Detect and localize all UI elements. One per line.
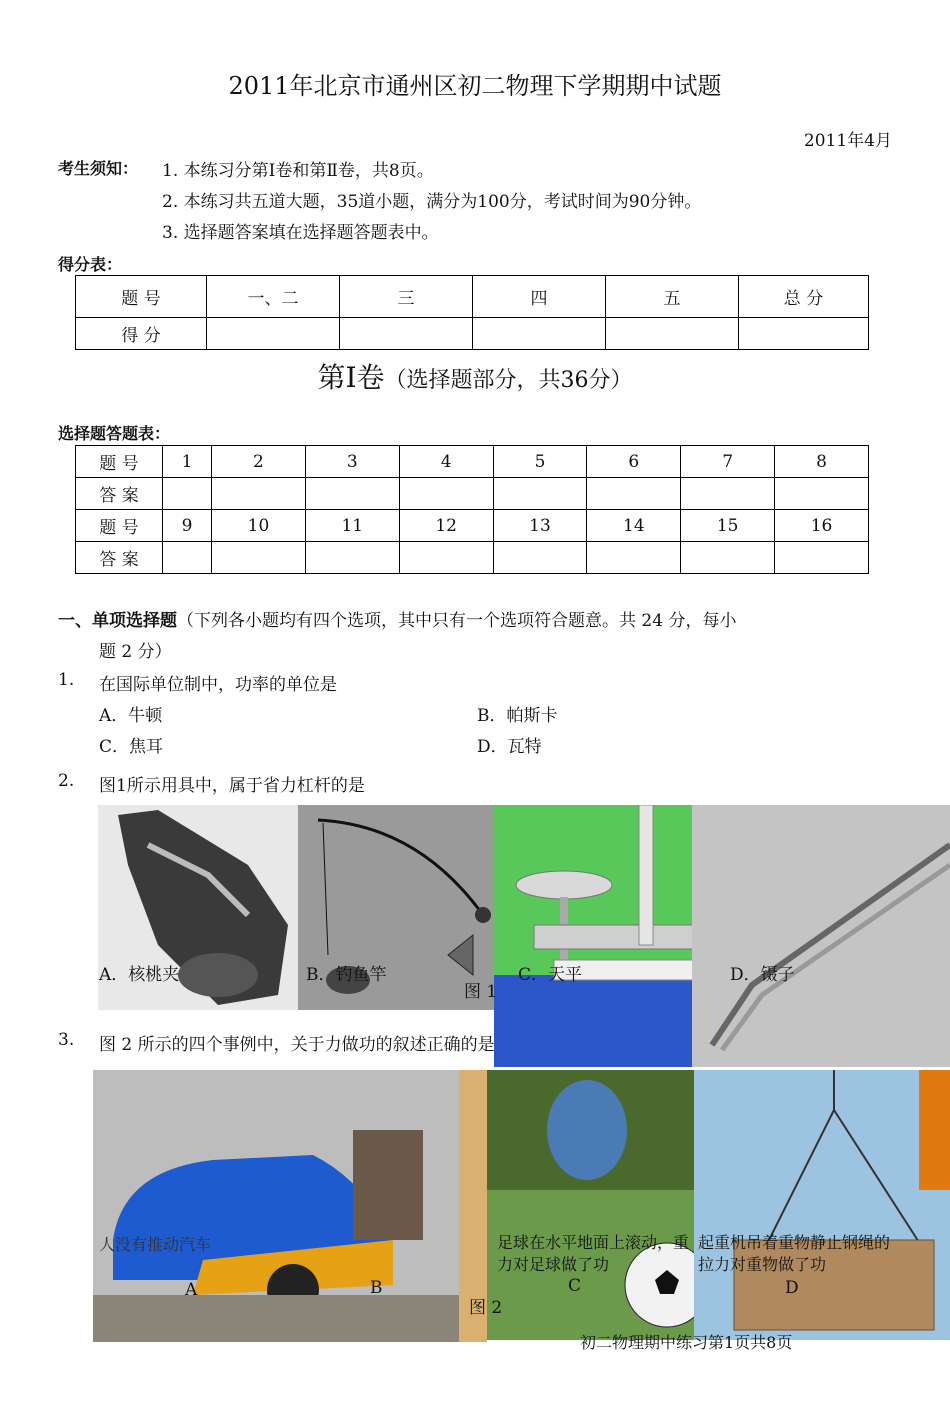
answer-row-label: 答 案 [76, 542, 163, 574]
score-header-cell: 总 分 [739, 276, 869, 318]
question-num-cell: 6 [587, 446, 681, 478]
figure2-label: 图 2 [469, 1298, 503, 1318]
q2-caption-c: C．天平 [518, 965, 583, 985]
question-num-cell: 7 [681, 446, 775, 478]
balance-scale-image [494, 805, 692, 1067]
score-header-cell: 三 [340, 276, 473, 318]
question-num-cell: 15 [681, 510, 775, 542]
score-cell[interactable] [473, 318, 606, 350]
figure1-label: 图 1 [464, 982, 498, 1002]
question-num-cell: 2 [212, 446, 306, 478]
answer-table-label: 选择题答题表： [58, 424, 171, 443]
answer-cell[interactable] [775, 542, 869, 574]
score-header-cell: 五 [606, 276, 739, 318]
question-num-cell: 11 [305, 510, 399, 542]
answer-cell[interactable] [775, 478, 869, 510]
part1-title-main: 第Ⅰ卷 [317, 361, 385, 394]
answer-cell[interactable] [399, 478, 493, 510]
notice-item-3: 3. 选择题答案填在选择题答题表中。 [162, 223, 439, 243]
score-cell[interactable] [739, 318, 869, 350]
question-num-cell: 8 [775, 446, 869, 478]
q1-number: 1. [58, 670, 75, 690]
answer-cell[interactable] [212, 542, 306, 574]
q2-caption-a: A．核桃夹 [99, 965, 180, 985]
notice-label: 考生须知： [58, 159, 139, 178]
answer-cell[interactable] [493, 478, 587, 510]
question-num-cell: 4 [399, 446, 493, 478]
question-num-cell: 5 [493, 446, 587, 478]
q1-option-a[interactable]: A．牛顿 [99, 706, 163, 726]
answer-cell[interactable] [163, 542, 212, 574]
question-num-cell: 9 [163, 510, 212, 542]
section1-desc: （下列各小题均有四个选项，其中只有一个选项符合题意。共 24 分，每小 [177, 611, 737, 631]
section1-heading: 一、单项选择题 [58, 611, 177, 631]
question-num-cell: 16 [775, 510, 869, 542]
q3-letter-c: C [568, 1276, 582, 1296]
q3-caption-d: 起重机吊着重物静止钢绳的拉力对重物做了功 [698, 1233, 891, 1274]
page-title: 2011年北京市通州区初二物理下学期期中试题 [228, 72, 722, 100]
answer-row-num-label: 题 号 [76, 510, 163, 542]
q1-option-c[interactable]: C．焦耳 [99, 737, 164, 757]
question-num-cell: 12 [399, 510, 493, 542]
answer-cell[interactable] [305, 542, 399, 574]
answer-row-num-label: 题 号 [76, 446, 163, 478]
answer-cell[interactable] [587, 542, 681, 574]
score-row-label: 得 分 [76, 318, 207, 350]
q2-number: 2. [58, 771, 75, 791]
answer-cell[interactable] [305, 478, 399, 510]
q3-letter-a: A [185, 1280, 198, 1300]
answer-cell[interactable] [399, 542, 493, 574]
q2-caption-d: D．镊子 [730, 965, 795, 985]
answer-cell[interactable] [163, 478, 212, 510]
question-num-cell: 10 [212, 510, 306, 542]
section1-desc-cont: 题 2 分） [99, 642, 172, 662]
q3-caption-a: 人没有推动汽车 [99, 1235, 212, 1254]
answer-cell[interactable] [587, 478, 681, 510]
answer-cell[interactable] [681, 542, 775, 574]
score-header-cell: 四 [473, 276, 606, 318]
score-cell[interactable] [340, 318, 473, 350]
answer-cell[interactable] [212, 478, 306, 510]
q1-option-d[interactable]: D．瓦特 [477, 737, 542, 757]
part1-subtitle: （选择题部分，共36分） [384, 368, 633, 393]
score-table-label: 得分表： [58, 255, 123, 274]
q3-letter-d: D [785, 1278, 799, 1298]
score-header-cell: 题 号 [76, 276, 207, 318]
q1-option-b[interactable]: B．帕斯卡 [477, 706, 558, 726]
question-num-cell: 1 [163, 446, 212, 478]
q3-text: 图 2 所示的四个事例中，关于力做功的叙述正确的是 [99, 1035, 495, 1055]
question-num-cell: 13 [493, 510, 587, 542]
question-num-cell: 14 [587, 510, 681, 542]
q3-caption-c: 足球在水平地面上滚动，重力对足球做了功 [497, 1233, 690, 1274]
crane-image [694, 1070, 950, 1340]
q3-letter-b: B [370, 1278, 383, 1298]
q1-text: 在国际单位制中，功率的单位是 [99, 675, 337, 695]
part1-title [0, 356, 950, 396]
notice-item-1: 1. 本练习分第Ⅰ卷和第Ⅱ卷，共8页。 [162, 161, 434, 181]
score-header-cell: 一、二 [207, 276, 340, 318]
score-cell[interactable] [207, 318, 340, 350]
answer-table [75, 445, 869, 574]
car-push-image [93, 1070, 459, 1342]
answer-cell[interactable] [681, 478, 775, 510]
tweezers-image [692, 805, 950, 1067]
answer-cell[interactable] [493, 542, 587, 574]
page-footer: 初二物理期中练习第1页共8页 [580, 1333, 793, 1352]
answer-row-label: 答 案 [76, 478, 163, 510]
q2-caption-b: B．钓鱼竿 [306, 965, 387, 985]
exam-date: 2011年4月 [803, 131, 892, 151]
score-cell[interactable] [606, 318, 739, 350]
q3-number: 3. [58, 1030, 75, 1050]
question-num-cell: 3 [305, 446, 399, 478]
score-table [75, 275, 869, 350]
notice-item-2: 2. 本练习共五道大题，35道小题，满分为100分，考试时间为90分钟。 [162, 192, 702, 212]
q2-text: 图1所示用具中，属于省力杠杆的是 [99, 776, 365, 796]
section1-heading-line [58, 606, 898, 631]
soccer-ball-image [487, 1070, 694, 1340]
